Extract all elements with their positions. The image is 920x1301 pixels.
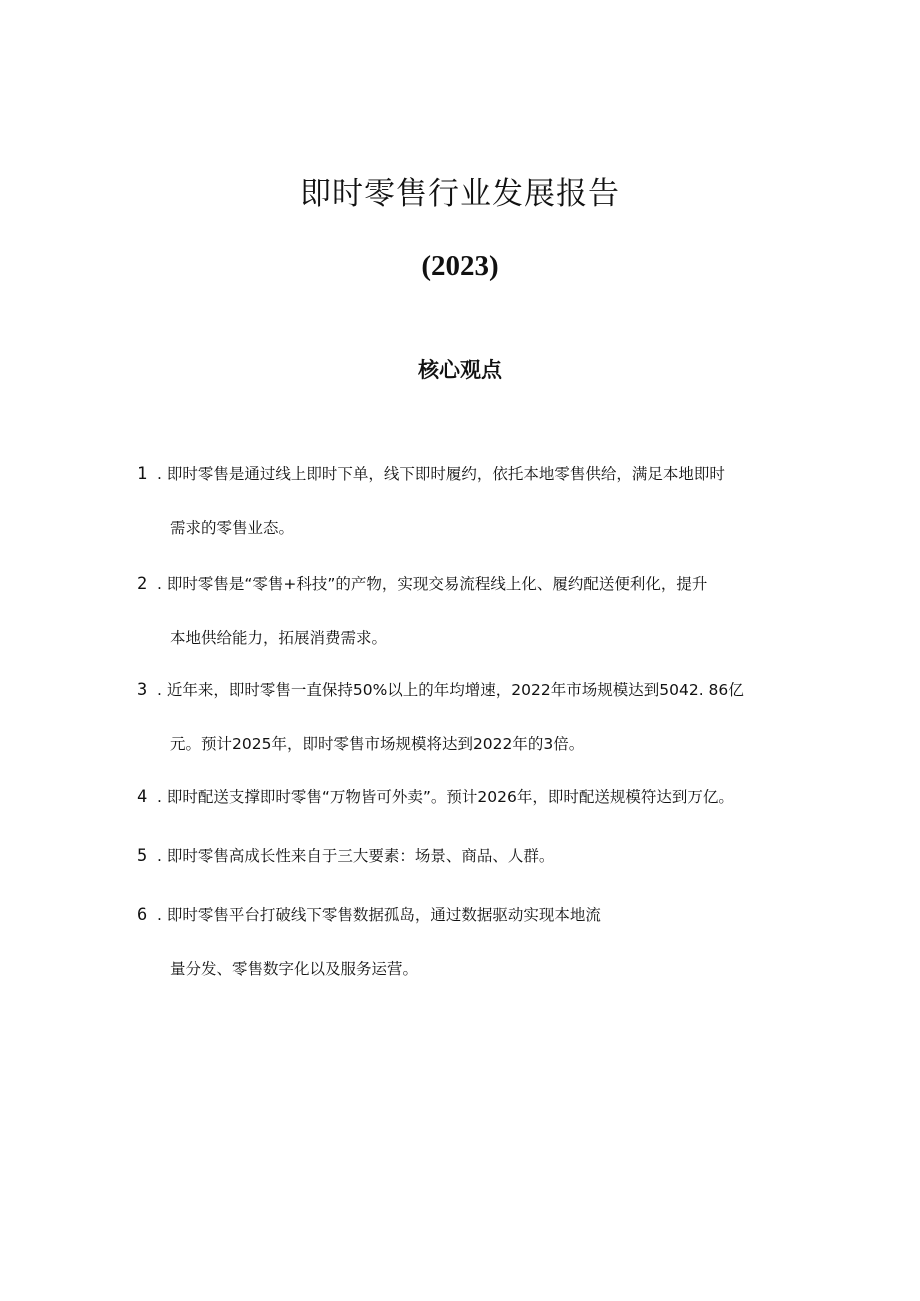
point-text: . 即时配送支撑即时零售“万物皆可外卖”。预计2026年，即时配送规模符达到万亿。 [157, 788, 734, 806]
point-text: . 即时零售高成长性来自于三大要素：场景、商品、人群。 [157, 847, 555, 865]
section-heading: 核心观点 [418, 358, 502, 382]
point-text-continued: 需求的零售业态。 [170, 519, 295, 537]
point-text-continued: 量分发、零售数字化以及服务运营。 [170, 960, 419, 978]
point-number: 4 [137, 787, 148, 807]
document-year: (2023) [421, 250, 499, 282]
point-number: 5 [137, 846, 148, 866]
point-number: 6 [137, 905, 148, 925]
point-text-continued: 本地供给能力，拓展消费需求。 [170, 629, 388, 647]
point-text: . 即时零售平台打破线下零售数据孤岛，通过数据驱动实现本地流 [157, 906, 601, 924]
point-number: 2 [137, 574, 148, 594]
document-title: 即时零售行业发展报告 [300, 176, 620, 212]
point-number: 1 [137, 464, 148, 484]
point-number: 3 [137, 680, 148, 700]
point-text: . 即时零售是通过线上即时下单，线下即时履约，依托本地零售供给，满足本地即时 [157, 465, 725, 483]
point-text: . 即时零售是“零售+科技”的产物，实现交易流程线上化、履约配送便利化，提升 [157, 575, 708, 593]
point-text: . 近年来，即时零售一直保持50%以上的年均增速，2022年市场规模达到5042. 86亿 [157, 681, 744, 699]
point-text-continued: 元。预计2025年，即时零售市场规模将达到2022年的3倍。 [170, 735, 585, 753]
